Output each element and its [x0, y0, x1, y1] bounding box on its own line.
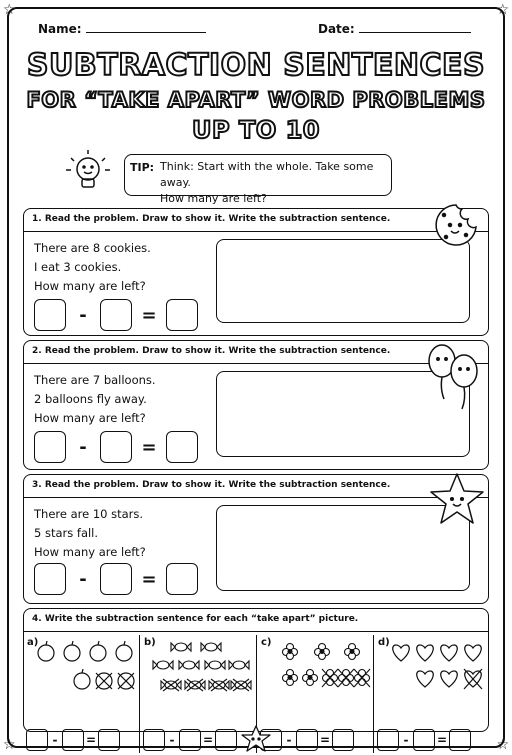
problem-heading: 3. Read the problem. Draw to show it. Write the subtraction sentence. — [32, 480, 391, 490]
problem-story — [34, 505, 146, 562]
tip-text — [160, 159, 391, 207]
heart-icon — [389, 637, 487, 697]
divider — [24, 363, 488, 364]
divider — [373, 635, 374, 753]
draw-box[interactable] — [216, 239, 470, 323]
problem-heading: 4. Write the subtraction sentence for each “take apart” picture. — [32, 614, 359, 624]
mini-sentence — [377, 729, 471, 751]
part-box[interactable] — [100, 431, 132, 463]
mini-sentence — [26, 729, 120, 751]
whole-box[interactable] — [34, 563, 66, 595]
answer-box[interactable] — [332, 729, 354, 751]
part-d — [375, 635, 489, 753]
part-box[interactable] — [100, 563, 132, 595]
answer-box[interactable] — [215, 729, 237, 751]
minus-sign: - — [169, 733, 175, 747]
mini-sentence — [260, 729, 354, 751]
date-field[interactable] — [318, 22, 471, 36]
answer-box[interactable] — [166, 563, 198, 595]
flower-icon — [278, 639, 372, 699]
name-label: Name: — [38, 22, 82, 36]
part-a — [24, 635, 138, 753]
name-field[interactable] — [38, 22, 206, 36]
star-icon — [428, 471, 486, 527]
story-line: 2 balloons fly away. — [34, 392, 147, 406]
footer-star-icon — [240, 724, 272, 754]
date-label: Date: — [318, 22, 355, 36]
equals-sign: = — [319, 733, 331, 747]
tip-line-2: How many are left? — [160, 192, 267, 205]
part-box[interactable] — [100, 299, 132, 331]
part-label: d) — [378, 637, 390, 648]
minus-sign: - — [79, 436, 87, 458]
problem-story — [34, 371, 156, 428]
corner-star-icon: ☆ — [496, 737, 509, 753]
mini-sentence — [143, 729, 237, 751]
candy-icon — [149, 639, 253, 699]
whole-box[interactable] — [34, 431, 66, 463]
problem-heading: 2. Read the problem. Draw to show it. Write the subtraction sentence. — [32, 346, 391, 356]
story-line: 5 stars fall. — [34, 526, 99, 540]
title-line-3: UP TO 10 — [192, 116, 320, 144]
tip-line-1: Think: Start with the whole. Take some away. — [160, 160, 374, 189]
minus-sign: - — [52, 733, 58, 747]
tip-label: TIP: — [130, 161, 155, 174]
minus-sign: - — [286, 733, 292, 747]
answer-box[interactable] — [449, 729, 471, 751]
answer-box[interactable] — [166, 299, 198, 331]
part-label: a) — [27, 637, 39, 648]
divider — [139, 635, 140, 753]
story-line: How many are left? — [34, 279, 146, 293]
title-line-2: FOR “TAKE APART” WORD PROBLEMS — [26, 88, 486, 112]
date-line[interactable] — [359, 22, 471, 33]
name-line[interactable] — [86, 22, 206, 33]
corner-star-icon: ☆ — [3, 737, 16, 753]
tip-box — [124, 154, 392, 205]
subtraction-sentence — [34, 431, 198, 463]
problem-heading: 1. Read the problem. Draw to show it. Write the subtraction sentence. — [32, 214, 391, 224]
part-label: b) — [144, 637, 156, 648]
divider — [24, 231, 488, 232]
lightbulb-icon — [62, 146, 114, 198]
problem-4 — [23, 608, 489, 747]
part-box[interactable] — [296, 729, 318, 751]
equals-sign: = — [436, 733, 448, 747]
whole-box[interactable] — [143, 729, 165, 751]
story-line: How many are left? — [34, 411, 146, 425]
equals-sign: = — [141, 436, 157, 458]
equals-sign: = — [85, 733, 97, 747]
subtraction-sentence — [34, 563, 198, 595]
story-line: I eat 3 cookies. — [34, 260, 122, 274]
part-c — [258, 635, 372, 753]
whole-box[interactable] — [377, 729, 399, 751]
divider — [24, 631, 488, 632]
subtraction-sentence — [34, 299, 198, 331]
problem-3 — [23, 474, 489, 604]
balloons-icon — [422, 343, 486, 413]
corner-star-icon: ☆ — [3, 2, 16, 18]
title-line-1: SUBTRACTION SENTENCES — [26, 48, 486, 83]
part-box[interactable] — [413, 729, 435, 751]
part-label: c) — [261, 637, 272, 648]
equals-sign: = — [141, 304, 157, 326]
problem-1 — [23, 208, 489, 336]
story-line: How many are left? — [34, 545, 146, 559]
equals-sign: = — [141, 568, 157, 590]
equals-sign: = — [202, 733, 214, 747]
story-line: There are 7 balloons. — [34, 373, 156, 387]
problem-2 — [23, 340, 489, 470]
whole-box[interactable] — [34, 299, 66, 331]
problem-story — [34, 239, 151, 296]
minus-sign: - — [79, 304, 87, 326]
corner-star-icon: ☆ — [496, 2, 509, 18]
story-line: There are 10 stars. — [34, 507, 144, 521]
answer-box[interactable] — [166, 431, 198, 463]
answer-box[interactable] — [98, 729, 120, 751]
minus-sign: - — [403, 733, 409, 747]
whole-box[interactable] — [26, 729, 48, 751]
cookie-icon — [432, 201, 480, 249]
part-box[interactable] — [62, 729, 84, 751]
part-box[interactable] — [179, 729, 201, 751]
story-line: There are 8 cookies. — [34, 241, 151, 255]
apple-icon — [34, 639, 138, 695]
minus-sign: - — [79, 568, 87, 590]
part-b — [141, 635, 255, 753]
divider — [24, 497, 488, 498]
